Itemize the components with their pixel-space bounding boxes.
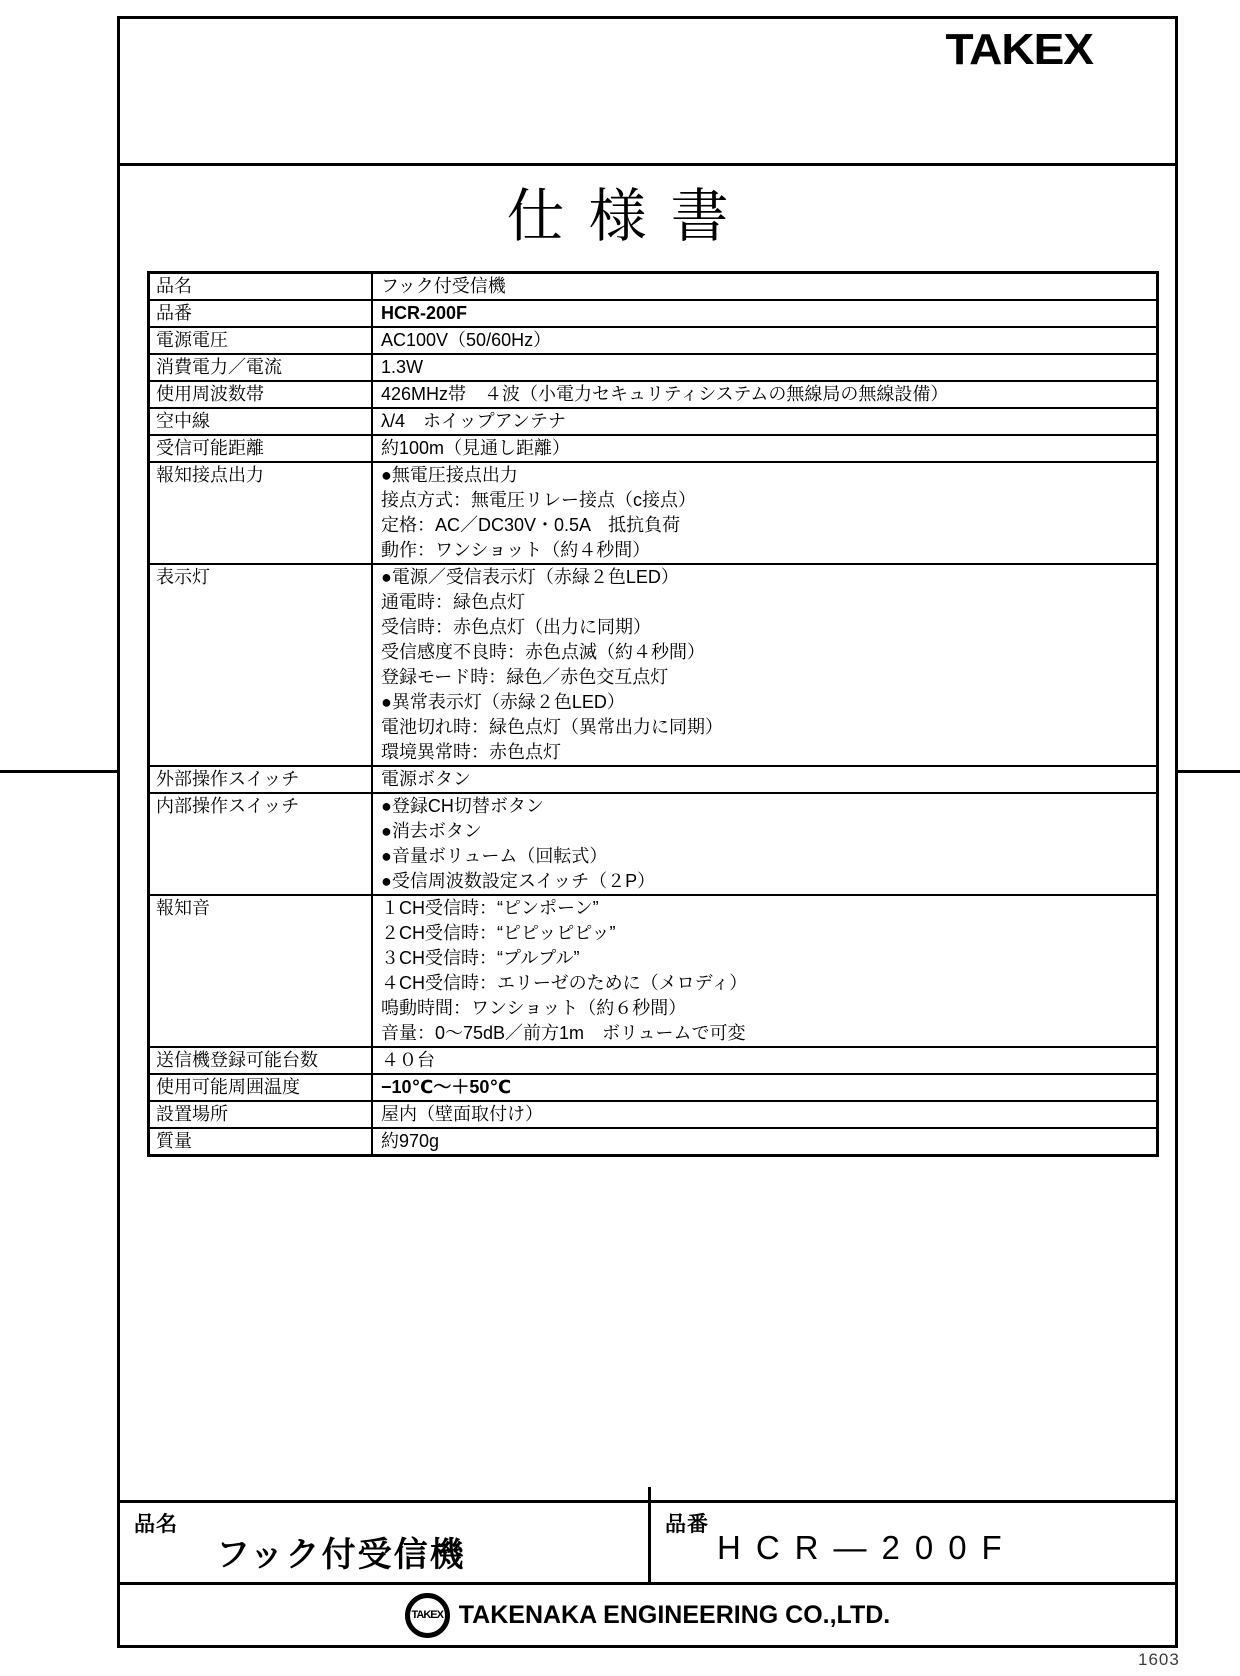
sheet-number: 1603: [1138, 1650, 1180, 1669]
row-label: 使用可能周囲温度: [150, 1075, 373, 1100]
row-value-line: 鳴動時間：ワンショット（約６秒間）: [381, 998, 687, 1018]
row-value-line: ●異常表示灯（赤緑２色LED）: [381, 692, 625, 712]
row-value-line: −10℃～＋50℃: [381, 1077, 512, 1097]
row-value: [373, 1129, 1156, 1154]
spec-sheet-page: [117, 16, 1178, 1648]
row-value-line: 約970g: [381, 1131, 440, 1151]
spec-table: [147, 271, 1159, 1157]
row-value: [373, 382, 1156, 407]
row-value: [373, 409, 1156, 434]
table-row: [150, 1127, 1156, 1154]
row-value-line: HCR-200F: [381, 303, 468, 323]
footer-name-label: 品名: [134, 1513, 178, 1536]
table-row: [150, 326, 1156, 353]
row-value-line: 接点方式：無電圧リレー接点（c接点）: [381, 490, 696, 510]
row-value-line: ●消去ボタン: [381, 821, 482, 841]
row-value-line: 電池切れ時：緑色点灯（異常出力に同期）: [381, 717, 723, 737]
row-value-line: 電源ボタン: [381, 769, 471, 789]
row-value: [373, 767, 1156, 792]
row-label: 品名: [150, 274, 373, 299]
row-label: 報知接点出力: [150, 463, 373, 563]
takex-logo: TAKEX: [945, 23, 1093, 74]
row-value: [373, 896, 1156, 1046]
row-value-line: 約100m（見通し距離）: [381, 438, 571, 458]
row-value: [373, 463, 1156, 563]
row-label: 消費電力／電流: [150, 355, 373, 380]
row-value-line: 環境異常時：赤色点灯: [381, 742, 561, 762]
table-row: [150, 434, 1156, 461]
row-value-line: 屋内（壁面取付け）: [381, 1104, 543, 1124]
center-mark-right: [1177, 770, 1240, 773]
row-value-line: ●音量ボリューム（回転式）: [381, 846, 608, 866]
row-value-line: λ/4 ホイップアンテナ: [381, 411, 566, 431]
table-row: [150, 1100, 1156, 1127]
footer-model-cell: [651, 1503, 1175, 1582]
row-value-line: ３CH受信時：“プルプル”: [381, 948, 580, 968]
row-value-line: 1.3W: [381, 357, 424, 377]
row-label: 使用周波数帯: [150, 382, 373, 407]
company-name: TAKENAKA ENGINEERING CO.,LTD.: [458, 1600, 891, 1629]
footer-title-block: [120, 1500, 1175, 1585]
table-row: [150, 274, 1156, 299]
row-label: 表示灯: [150, 565, 373, 765]
row-label: 送信機登録可能台数: [150, 1048, 373, 1073]
table-row: [150, 1073, 1156, 1100]
row-value-line: ●登録CH切替ボタン: [381, 796, 544, 816]
row-label: 質量: [150, 1129, 373, 1154]
row-value: [373, 1075, 1156, 1100]
document-title: 仕様書: [506, 184, 753, 249]
row-value-line: 426MHz帯 ４波（小電力セキュリティシステムの無線局の無線設備）: [381, 384, 949, 404]
row-value-line: 受信時：赤色点灯（出力に同期）: [381, 617, 651, 637]
row-label: 設置場所: [150, 1102, 373, 1127]
row-label: 外部操作スイッチ: [150, 767, 373, 792]
row-label: 受信可能距離: [150, 436, 373, 461]
table-row: [150, 407, 1156, 434]
takex-circle-logo: [405, 1593, 450, 1638]
row-value-line: 動作：ワンショット（約４秒間）: [381, 540, 651, 560]
row-value-line: AC100V（50/60Hz）: [381, 330, 552, 350]
row-value: [373, 565, 1156, 765]
table-row: [150, 461, 1156, 563]
row-value-line: フック付受信機: [381, 276, 506, 296]
row-value: [373, 328, 1156, 353]
footer-company-strip: [120, 1585, 1175, 1645]
table-row: [150, 563, 1156, 765]
row-label: 品番: [150, 301, 373, 326]
table-row: [150, 380, 1156, 407]
table-row: [150, 353, 1156, 380]
center-mark-left: [0, 770, 117, 773]
row-value-line: ２CH受信時：“ピピッピピッ”: [381, 923, 616, 943]
table-row: [150, 792, 1156, 894]
footer-name-value: フック付受信機: [216, 1536, 466, 1574]
row-value-line: ●受信周波数設定スイッチ（２P）: [381, 871, 656, 891]
row-value: [373, 355, 1156, 380]
footer-name-cell: [120, 1503, 651, 1582]
footer-model-label: 品番: [665, 1513, 709, 1536]
footer-model-value: HCR—200F: [717, 1529, 1017, 1566]
table-row: [150, 765, 1156, 792]
row-value: [373, 1048, 1156, 1073]
row-value: [373, 436, 1156, 461]
row-value: [373, 794, 1156, 894]
row-value-line: 受信感度不良時：赤色点滅（約４秒間）: [381, 642, 705, 662]
row-value: [373, 274, 1156, 299]
row-value-line: 登録モード時：緑色／赤色交互点灯: [381, 667, 669, 687]
row-value: [373, 1102, 1156, 1127]
table-row: [150, 299, 1156, 326]
table-row: [150, 1046, 1156, 1073]
table-row: [150, 894, 1156, 1046]
row-value: [373, 301, 1156, 326]
header: [120, 19, 1175, 166]
row-value-line: ４CH受信時：エリーゼのために（メロディ）: [381, 973, 748, 993]
row-value-line: 定格：AC／DC30V・0.5A 抵抗負荷: [381, 515, 681, 535]
row-label: 電源電圧: [150, 328, 373, 353]
row-label: 内部操作スイッチ: [150, 794, 373, 894]
row-value-line: 音量：0～75dB／前方1m ボリュームで可変: [381, 1023, 746, 1043]
row-value-line: １CH受信時：“ピンポーン”: [381, 898, 599, 918]
row-value-line: ４０台: [381, 1050, 435, 1070]
row-value-line: ●電源／受信表示灯（赤緑２色LED）: [381, 567, 679, 587]
row-label: 報知音: [150, 896, 373, 1046]
row-value-line: ●無電圧接点出力: [381, 465, 518, 485]
row-label: 空中線: [150, 409, 373, 434]
takex-circle-logo-text: TAKEX: [411, 1609, 443, 1621]
row-value-line: 通電時：緑色点灯: [381, 592, 525, 612]
